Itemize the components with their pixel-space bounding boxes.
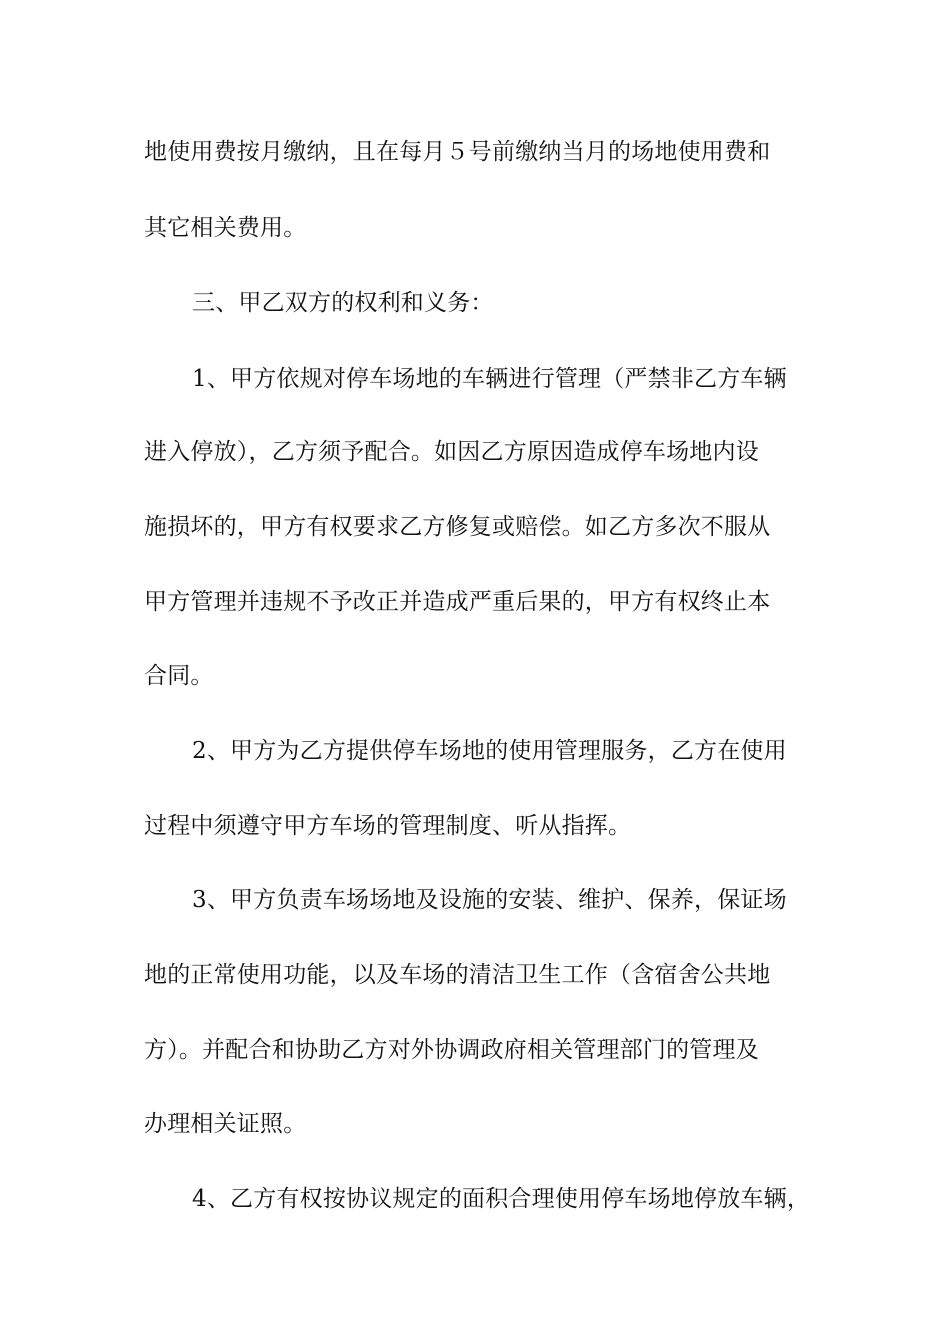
section-heading: 三、甲乙双方的权利和义务：: [192, 290, 494, 316]
text-line: 进入停放），乙方须予配合。如因乙方原因造成停车场地内设: [144, 439, 759, 465]
text-line: 其它相关费用。: [144, 215, 307, 241]
text-line: 办理相关证照。: [144, 1111, 307, 1137]
text-line: 2、甲方为乙方提供停车场地的使用管理服务，乙方在使用: [192, 738, 787, 764]
text-line: 施损坏的，甲方有权要求乙方修复或赔偿。如乙方多次不服从: [144, 514, 771, 540]
text-line: 4、乙方有权按协议规定的面积合理使用停车场地停放车辆，: [192, 1186, 811, 1212]
text-line: 3、甲方负责车场场地及设施的安装、维护、保养，保证场: [192, 887, 787, 913]
text-line: 地的正常使用功能，以及车场的清洁卫生工作（含宿舍公共地: [144, 962, 771, 988]
text-line: 地使用费按月缴纳，且在每月５号前缴纳当月的场地使用费和: [144, 139, 771, 165]
text-line: 过程中须遵守甲方车场的管理制度、听从指挥。: [144, 813, 632, 839]
text-line: 合同。: [144, 663, 214, 689]
text-line: 1、甲方依规对停车场地的车辆进行管理（严禁非乙方车辆: [192, 366, 787, 392]
text-line: 甲方管理并违规不予改正并造成严重后果的，甲方有权终止本: [144, 589, 771, 615]
text-line: 方）。并配合和协助乙方对外协调政府相关管理部门的管理及: [144, 1037, 759, 1063]
